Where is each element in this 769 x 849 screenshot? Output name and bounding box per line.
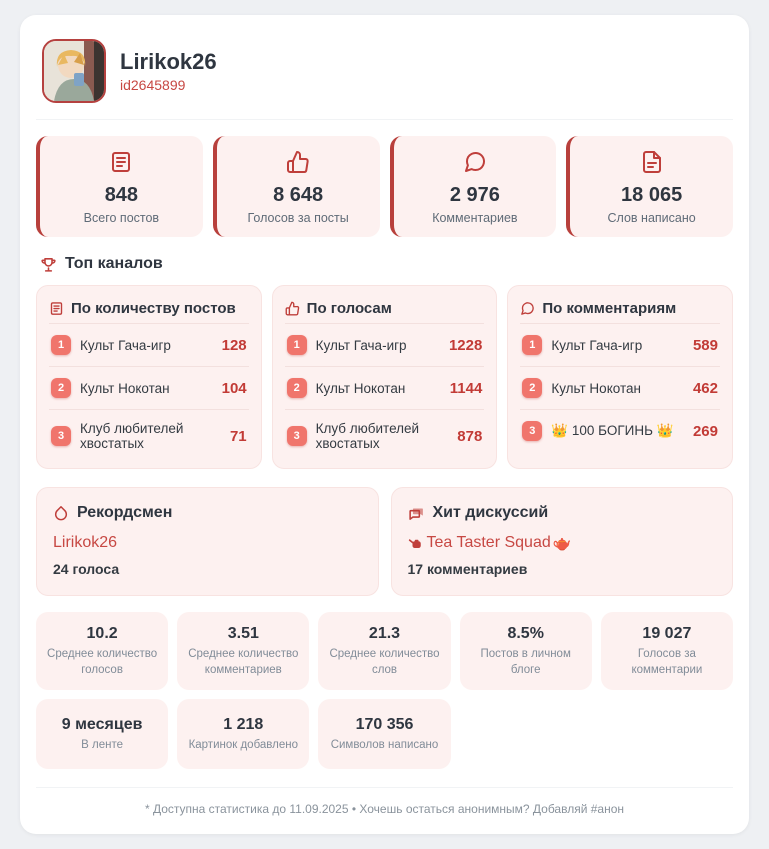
summary-card-posts [36, 136, 203, 237]
profile-info [120, 49, 217, 93]
words-icon [578, 150, 725, 176]
stat-value: 848 [104, 184, 139, 206]
stat-label: Голосов за посты [247, 211, 349, 225]
mini-stat-label: Голосов за комментарии [631, 648, 703, 676]
record-title-text: Хит дискуссий [432, 504, 549, 521]
mini-stat-value: 1 218 [223, 715, 264, 733]
channel-row[interactable] [520, 366, 720, 409]
record-subtitle: 17 комментариев [407, 561, 528, 577]
channel-name[interactable]: Клуб любителей хвостатых [80, 421, 184, 451]
mini-stat-value: 8.5% [507, 625, 544, 642]
rank-badge: 1 [51, 335, 71, 355]
record-card-top-user [36, 487, 379, 596]
stat-value: 2 976 [449, 184, 500, 206]
mini-stat-pictures [177, 699, 309, 769]
channel-name[interactable]: Культ Нокотан [80, 380, 170, 396]
stat-label: Всего постов [83, 211, 160, 225]
profile-id: id2645899 [120, 77, 186, 94]
channel-name[interactable]: Культ Нокотан [315, 380, 406, 396]
top-card-title-text: По количеству постов [71, 300, 236, 317]
trophy-icon [40, 256, 57, 273]
record-user-link[interactable] [53, 534, 362, 552]
avatar-image [44, 41, 104, 101]
stat-value: 18 065 [621, 184, 683, 206]
mini-stat-label: Постов в личном блоге [480, 648, 571, 676]
record-thread-link[interactable] [408, 534, 717, 552]
mini-stat-label: Среднее количество голосов [47, 648, 158, 676]
top-card-by-votes [272, 285, 498, 469]
thumbs-up-icon [225, 150, 372, 176]
channel-row[interactable] [285, 409, 485, 462]
chats-icon [408, 505, 425, 522]
channel-row[interactable] [285, 366, 485, 409]
comment-icon [402, 150, 549, 176]
mini-stat-comment-votes [601, 612, 733, 690]
channel-value: 1228 [448, 336, 483, 354]
top-channels-row [36, 285, 733, 469]
rank-badge: 3 [522, 421, 542, 441]
channel-row[interactable] [520, 409, 720, 452]
rank-badge: 1 [287, 335, 307, 355]
channel-name[interactable]: Культ Гача-игр [80, 337, 171, 353]
mini-stat-value: 19 027 [642, 625, 692, 642]
profile-header [36, 31, 733, 120]
channel-name[interactable]: 👑 100 БОГИНЬ 👑 [551, 423, 674, 438]
comment-icon [520, 301, 535, 316]
channel-value: 589 [692, 336, 718, 354]
mini-stat-value: 170 356 [355, 715, 414, 733]
teapot-emoji: 🫖 [552, 535, 572, 552]
mini-stat-value: 3.51 [227, 625, 259, 642]
stat-label: Комментариев [432, 211, 518, 225]
record-title-text: Рекордсмен [77, 504, 173, 521]
record-subtitle: 24 голоса [53, 561, 120, 577]
footer-note: * Доступна статистика до 11.09.2025 • Хочешь остаться анонимным? Добавляй #анон [36, 787, 733, 816]
flame-icon [53, 505, 69, 521]
channel-row[interactable] [49, 366, 249, 409]
record-link-text[interactable]: Lirikok26 [53, 534, 118, 551]
summary-row [36, 136, 733, 237]
channel-value: 878 [457, 427, 483, 445]
stat-value: 8 648 [273, 184, 324, 206]
posts-icon [49, 301, 64, 316]
mini-stat-avg-words [318, 612, 450, 690]
channel-value: 128 [221, 336, 247, 354]
mini-stat-months [36, 699, 168, 769]
top-card-title-text: По голосам [306, 300, 392, 317]
rank-badge: 2 [522, 378, 542, 398]
channel-row[interactable] [285, 323, 485, 366]
channel-row[interactable] [520, 323, 720, 366]
stat-label: Слов написано [607, 211, 696, 225]
profile-name: Lirikok26 [120, 48, 217, 74]
top-channels-header [40, 255, 729, 273]
top-card-title-text: По комментариям [542, 300, 677, 317]
section-title-text: Топ каналов [65, 255, 163, 272]
mini-stats-grid [36, 612, 733, 769]
summary-card-votes [213, 136, 380, 237]
mini-stat-avg-votes [36, 612, 168, 690]
top-card-by-posts [36, 285, 262, 469]
rank-badge: 2 [287, 378, 307, 398]
records-row [36, 487, 733, 596]
record-link-text[interactable]: Tea Taster Squad [426, 534, 551, 551]
mini-stat-label: Среднее количество слов [329, 648, 440, 676]
mini-stat-avg-comments [177, 612, 309, 690]
summary-card-comments [390, 136, 557, 237]
mini-stat-personal-blog [460, 612, 592, 690]
rank-badge: 3 [51, 426, 71, 446]
record-card-hot-discussion [391, 487, 734, 596]
channel-value: 269 [692, 422, 718, 440]
rank-badge: 3 [287, 426, 307, 446]
channel-name[interactable]: Культ Нокотан [551, 380, 641, 396]
mini-stat-label: В ленте [81, 738, 124, 751]
channel-name[interactable]: Клуб любителей хвостатых [315, 421, 420, 451]
mini-stat-value: 10.2 [86, 625, 118, 642]
rank-badge: 1 [522, 335, 542, 355]
mini-stat-symbols [318, 699, 450, 769]
mini-stat-label: Среднее количество комментариев [188, 648, 299, 676]
channel-value: 462 [692, 379, 718, 397]
channel-name[interactable]: Культ Гача-игр [315, 337, 407, 353]
channel-value: 1144 [449, 379, 483, 397]
rank-badge: 2 [51, 378, 71, 398]
avatar[interactable] [42, 39, 106, 103]
channel-value: 71 [229, 427, 247, 445]
summary-card-words [566, 136, 733, 237]
mini-stat-label: Символов написано [330, 738, 439, 751]
channel-name[interactable]: Культ Гача-игр [551, 337, 643, 353]
stats-panel [20, 15, 749, 834]
mini-stat-label: Картинок добавлено [188, 738, 298, 751]
mini-stat-value: 21.3 [368, 625, 401, 642]
thumbs-up-icon [285, 301, 300, 316]
posts-icon [48, 150, 195, 176]
channel-value: 104 [221, 379, 247, 397]
channel-row[interactable] [49, 323, 249, 366]
channel-row[interactable] [49, 409, 249, 462]
mini-stat-value: 9 месяцев [61, 715, 143, 733]
teapot-icon [408, 537, 423, 550]
top-card-by-comments [507, 285, 733, 469]
